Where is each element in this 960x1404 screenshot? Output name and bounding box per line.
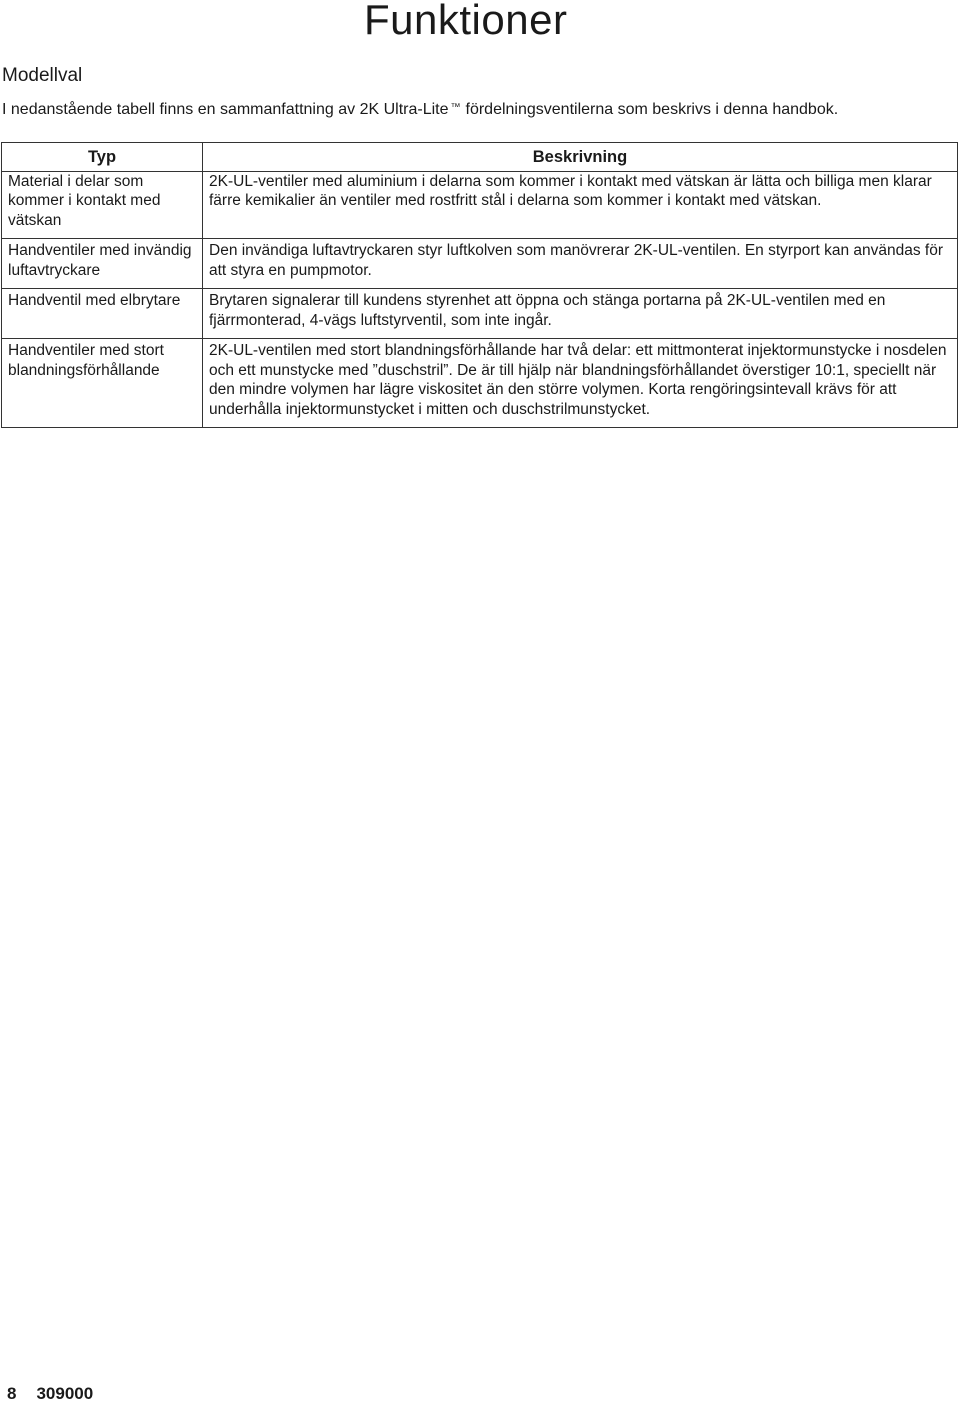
table-cell-description: Brytaren signalerar till kundens styrenhet att öppna och stänga portarna på 2K-UL-ventilen med en fjärrmonterad, 4-vägs luftstyrventil, som inte ingår.: [203, 289, 958, 339]
intro-text-end: fördelningsventilerna som beskrivs i denna handbok.: [465, 101, 839, 118]
section-heading: Modellval: [2, 65, 83, 86]
table-row: [2, 171, 958, 239]
table-cell-type: Handventil med elbrytare: [2, 289, 203, 339]
page-number: 8: [7, 1384, 17, 1403]
page-footer: [7, 1384, 93, 1404]
table-cell-type: Handventiler med stort blandningsförhållande: [2, 339, 203, 428]
column-header-type: Typ: [2, 143, 203, 172]
column-header-description: Beskrivning: [203, 143, 958, 172]
page-title: Funktioner: [364, 0, 568, 43]
table-cell-description: 2K-UL-ventilen med stort blandningsförhållande har två delar: ett mittmonterat injektormunstycke i nosdelen och ett munstycke med ”duschstril”. De är till hjälp när blandningsförhållandet överstiger 10:1, speciellt när den mindre volymen har lägre viskositet än den större volymen. Korta rengöringsintevall krävs för att underhålla injektormunstycket i mitten och duschstrilmunstycket.: [203, 339, 958, 428]
table-header-row: [2, 143, 958, 172]
table-row: [2, 289, 958, 339]
intro-paragraph: [2, 97, 838, 121]
trademark-symbol: ™: [450, 102, 461, 113]
table-row: [2, 339, 958, 428]
table-cell-type: Material i delar som kommer i kontakt med vätskan: [2, 171, 203, 239]
model-selection-table: [1, 142, 958, 428]
intro-text-start: I nedanstående tabell finns en sammanfattning av 2K Ultra-Lite: [2, 101, 449, 118]
table-cell-type: Handventiler med invändig luftavtryckare: [2, 239, 203, 289]
table-row: [2, 239, 958, 289]
table-cell-description: Den invändiga luftavtryckaren styr luftkolven som manövrerar 2K-UL-ventilen. En styrport kan användas för att styra en pumpmotor.: [203, 239, 958, 289]
document-number: 309000: [36, 1384, 94, 1403]
table-cell-description: 2K-UL-ventiler med aluminium i delarna som kommer i kontakt med vätskan är lätta och billiga men klarar färre kemikalier än ventiler med rostfritt stål i delarna som kommer i kontakt med vätskan.: [203, 171, 958, 239]
